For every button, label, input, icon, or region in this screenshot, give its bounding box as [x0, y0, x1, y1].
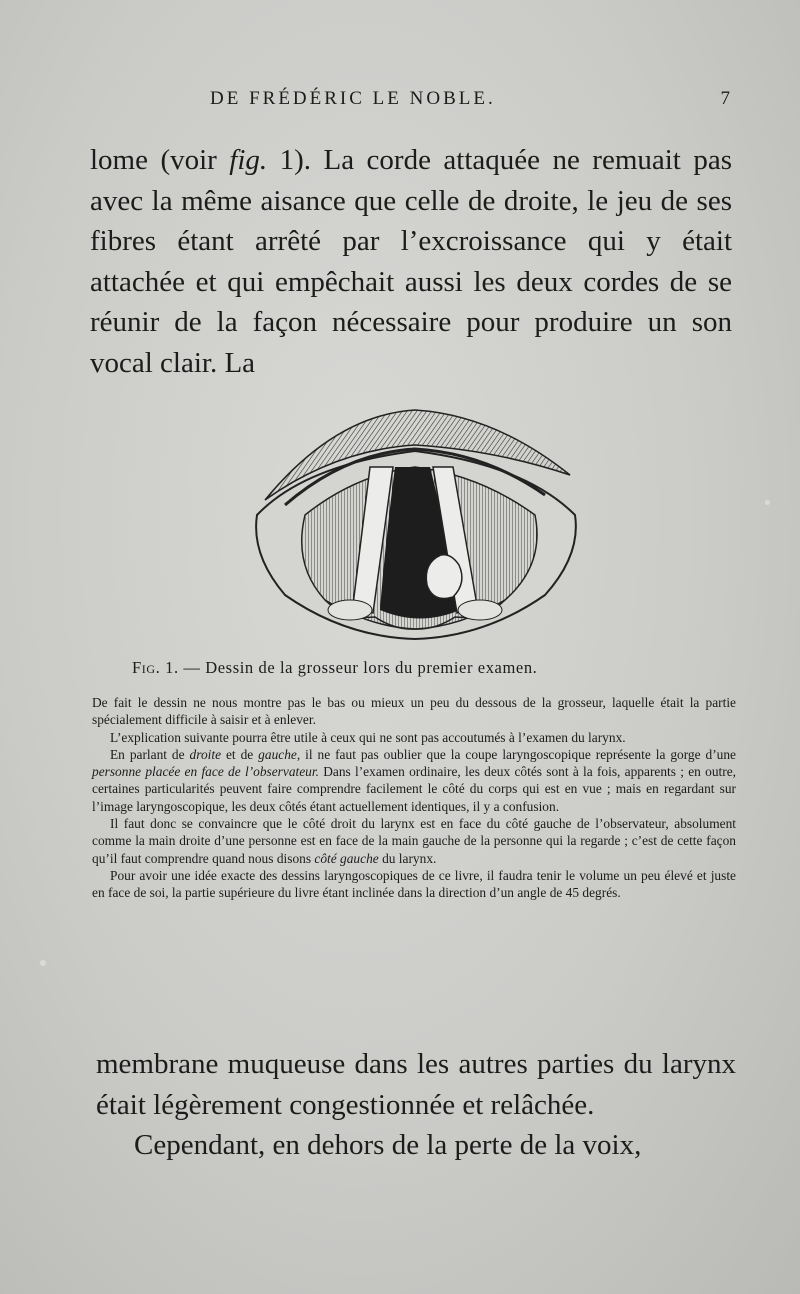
running-header	[90, 88, 730, 112]
caption-text: Dessin de la grosseur lors du premier examen.	[205, 658, 538, 677]
paper-speck	[765, 500, 770, 505]
text-run: et de	[221, 746, 259, 762]
text-run: Dans l’examen ordinaire, les deux côtés sont à la fois, apparents ; en outre, certaines particularités peuvent faire comprendre facilement le côté du corps qui est en vue ; mais en regardant sur l’image laryngoscopique, les deux côtés étant actuellement identiques, il y a confusion.	[92, 764, 736, 814]
larynx-drawing	[245, 405, 585, 645]
caption-dash: —	[178, 658, 206, 677]
figure-caption	[132, 658, 732, 678]
italic-term: personne placée en face de l’observateur.	[92, 764, 319, 780]
text-run: du larynx.	[378, 850, 437, 866]
text-run: , il ne faut pas oublier que la coupe laryngoscopique représente la gorge d’une	[296, 746, 737, 762]
footnote-paragraph: De fait le dessin ne nous montre pas le bas ou mieux un peu du dessous de la grosseur, laquelle était la partie spécialement difficile à saisir et à enlever.	[92, 695, 736, 728]
larynx-illustration	[245, 405, 585, 645]
running-title: DE FRÉDÉRIC LE NOBLE.	[210, 88, 496, 109]
footnote-paragraph: Pour avoir une idée exacte des dessins laryngoscopiques de ce livre, il faudra tenir le volume un peu élevé et juste en face de soi, la partie supérieure du livre étant inclinée dans la direction d’un angle de 45 degrés.	[92, 867, 736, 901]
paragraph: membrane muqueuse dans les autres parties du larynx était légèrement congestionnée et relâchée.	[96, 1048, 736, 1121]
italic-ref: fig.	[229, 144, 268, 176]
body-text-bottom	[96, 1044, 736, 1166]
italic-term: droite	[189, 746, 222, 762]
footnote-paragraph	[92, 815, 736, 867]
body-text-top	[90, 140, 732, 383]
figure-label: Fig. 1.	[132, 658, 179, 677]
paragraph	[90, 140, 732, 383]
paragraph: Cependant, en dehors de la perte de la voix,	[134, 1129, 642, 1161]
footnote-paragraph: L’explication suivante pourra être utile à ceux qui ne sont pas accoutumés à l’examen du larynx.	[110, 729, 626, 745]
text-run: lome (voir	[90, 144, 230, 176]
footnote-block	[92, 694, 736, 902]
text-run: Il faut donc se convaincre que le côté droit du larynx est en face du côté gauche de l’observateur, absolument comme la main droite d’une personne est en face de la main gauche de la personne qui la regarde ; c’est de cette façon qu’il faut comprendre quand nous disons	[92, 816, 736, 866]
text-run: 1). La corde attaquée ne remuait pas avec la même aisance que celle de droite, le jeu de ses fibres étant arrêté par l’excroissance qui y était attachée et qui empêchait aussi les deux cordes de se réunir de la façon nécessaire pour produire un son vocal clair. La	[90, 144, 732, 379]
page-number: 7	[720, 88, 730, 109]
paper-speck	[40, 960, 46, 966]
italic-term: gauche	[258, 746, 297, 762]
text-run: En parlant de	[110, 746, 190, 762]
italic-term: côté gauche	[314, 850, 379, 866]
footnote-paragraph	[92, 746, 736, 815]
